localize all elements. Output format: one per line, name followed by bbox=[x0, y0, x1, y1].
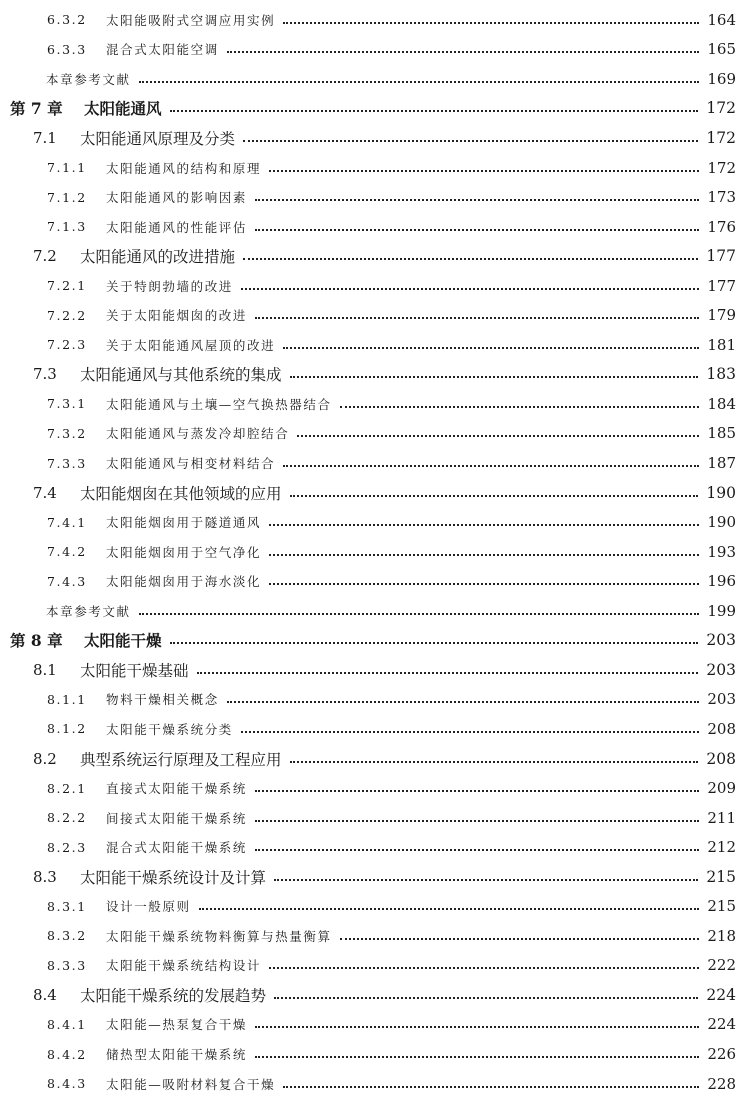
toc-entry-page-number: 211 bbox=[707, 808, 736, 827]
toc-entry-page-number: 165 bbox=[707, 40, 736, 59]
toc-entry-title: 太阳能干燥 bbox=[84, 631, 162, 651]
toc-entry-number: 7.4.2 bbox=[47, 544, 87, 560]
dot-leader bbox=[227, 51, 700, 53]
dot-leader bbox=[290, 495, 699, 497]
toc-entry-title: 太阳能干燥系统的发展趋势 bbox=[80, 986, 267, 1005]
toc-entry-number: 8.2 bbox=[33, 749, 57, 768]
toc-entry-number: 8.3.2 bbox=[47, 928, 87, 944]
toc-entry-title: 设计一般原则 bbox=[106, 899, 191, 915]
toc-entry-number: 7.2 bbox=[33, 247, 57, 266]
toc-entry-page-number: 224 bbox=[707, 1015, 736, 1034]
toc-entry-page-number: 176 bbox=[707, 217, 736, 236]
toc-entry-page-number: 181 bbox=[707, 335, 736, 354]
toc-entry-number: 7.3.3 bbox=[47, 455, 87, 471]
dot-leader bbox=[290, 761, 699, 763]
toc-entry-sub[interactable] bbox=[0, 212, 750, 242]
toc-entry-number: 8.4.2 bbox=[47, 1046, 87, 1062]
toc-entry-title: 典型系统运行原理及工程应用 bbox=[80, 750, 282, 769]
dot-leader bbox=[297, 435, 699, 437]
dot-leader bbox=[199, 908, 700, 910]
toc-entry-page-number: 179 bbox=[707, 306, 736, 325]
dot-leader bbox=[170, 110, 699, 112]
dot-leader bbox=[283, 22, 699, 24]
toc-entry-title: 物料干燥相关概念 bbox=[106, 692, 219, 708]
dot-leader bbox=[243, 140, 698, 142]
dot-leader bbox=[269, 170, 699, 172]
toc-entry-number: 8.2.2 bbox=[47, 810, 87, 826]
dot-leader bbox=[139, 81, 700, 83]
toc-entry-title: 太阳能通风 bbox=[84, 99, 162, 119]
toc-entry-title: 间接式太阳能干燥系统 bbox=[106, 810, 248, 826]
toc-entry-number: 第 7 章 bbox=[10, 99, 63, 119]
toc-entry-number: 8.4 bbox=[33, 985, 57, 1004]
toc-entry-page-number: 177 bbox=[707, 276, 736, 295]
toc-entry-section[interactable] bbox=[0, 241, 750, 271]
dot-leader bbox=[255, 317, 699, 319]
toc-entry-sub[interactable] bbox=[0, 448, 750, 478]
toc-entry-title: 太阳能通风的性能评估 bbox=[106, 219, 248, 235]
toc-entry-title: 太阳能干燥系统设计及计算 bbox=[80, 868, 267, 887]
toc-entry-title: 太阳能通风的改进措施 bbox=[80, 248, 236, 267]
toc-entry-sub[interactable] bbox=[0, 1010, 750, 1040]
dot-leader bbox=[274, 997, 698, 999]
toc-entry-ref[interactable] bbox=[0, 64, 750, 94]
toc-entry-section[interactable] bbox=[0, 655, 750, 685]
dot-leader bbox=[255, 199, 699, 201]
toc-entry-number: 8.3.3 bbox=[47, 957, 87, 973]
dot-leader bbox=[269, 967, 699, 969]
toc-entry-page-number: 190 bbox=[706, 483, 736, 502]
dot-leader bbox=[241, 288, 699, 290]
toc-entry-number: 8.3 bbox=[33, 867, 57, 886]
dot-leader bbox=[255, 849, 699, 851]
toc-entry-page-number: 172 bbox=[706, 128, 736, 147]
toc-entry-number: 6.3.2 bbox=[47, 12, 87, 28]
toc-entry-number: 7.4.3 bbox=[47, 573, 87, 589]
toc-entry-section[interactable] bbox=[0, 744, 750, 774]
toc-entry-title: 太阳能干燥基础 bbox=[80, 661, 189, 680]
dot-leader bbox=[170, 642, 699, 644]
toc-entry-title: 太阳能烟囱用于空气净化 bbox=[106, 544, 262, 560]
toc-entry-page-number: 190 bbox=[707, 513, 736, 532]
dot-leader bbox=[269, 554, 699, 556]
dot-leader bbox=[241, 731, 699, 733]
toc-entry-sub[interactable] bbox=[0, 1069, 750, 1099]
dot-leader bbox=[290, 376, 699, 378]
toc-entry-number: 8.3.1 bbox=[47, 898, 87, 914]
toc-entry-page-number: 164 bbox=[707, 10, 736, 29]
toc-entry-number: 8.2.3 bbox=[47, 839, 87, 855]
toc-entry-title: 关于太阳能烟囱的改进 bbox=[106, 308, 248, 324]
toc-entry-number: 7.1.3 bbox=[47, 219, 87, 235]
dot-leader bbox=[255, 229, 699, 231]
toc-entry-title: 本章参考文献 bbox=[46, 603, 131, 619]
toc-entry-number: 7.1 bbox=[33, 128, 57, 147]
toc-entry-sub[interactable] bbox=[0, 685, 750, 715]
toc-entry-page-number: 177 bbox=[706, 247, 736, 266]
toc-entry-title: 太阳能烟囱用于隧道通风 bbox=[106, 515, 262, 531]
toc-entry-section[interactable] bbox=[0, 862, 750, 892]
toc-entry-title: 太阳能通风与其他系统的集成 bbox=[80, 366, 282, 385]
toc-entry-title: 太阳能—热泵复合干燥 bbox=[106, 1017, 248, 1033]
toc-entry-number: 8.4.3 bbox=[47, 1076, 87, 1092]
toc-entry-number: 7.4 bbox=[33, 483, 57, 502]
toc-entry-title: 本章参考文献 bbox=[46, 71, 131, 87]
toc-entry-title: 太阳能干燥系统结构设计 bbox=[106, 958, 262, 974]
toc-entry-page-number: 222 bbox=[707, 956, 736, 975]
toc-entry-number: 第 8 章 bbox=[10, 631, 63, 651]
toc-entry-page-number: 209 bbox=[707, 779, 736, 798]
dot-leader bbox=[283, 465, 699, 467]
toc-entry-page-number: 203 bbox=[707, 690, 736, 709]
toc-entry-sub[interactable] bbox=[0, 892, 750, 922]
toc-entry-page-number: 226 bbox=[707, 1045, 736, 1064]
toc-entry-page-number: 203 bbox=[706, 660, 736, 679]
toc-entry-title: 太阳能吸附式空调应用实例 bbox=[106, 12, 276, 28]
toc-entry-sub[interactable] bbox=[0, 714, 750, 744]
toc-entry-number: 8.1.1 bbox=[47, 691, 87, 707]
toc-entry-sub[interactable] bbox=[0, 182, 750, 212]
toc-entry-number: 8.1 bbox=[33, 660, 57, 679]
toc-entry-page-number: 193 bbox=[707, 542, 736, 561]
toc-entry-page-number: 196 bbox=[707, 572, 736, 591]
toc-entry-sub[interactable] bbox=[0, 153, 750, 183]
toc-entry-section[interactable] bbox=[0, 360, 750, 390]
dot-leader bbox=[255, 790, 699, 792]
toc-entry-page-number: 208 bbox=[707, 719, 736, 738]
toc-entry-title: 太阳能通风与相变材料结合 bbox=[106, 456, 276, 472]
dot-leader bbox=[227, 701, 700, 703]
dot-leader bbox=[255, 1056, 699, 1058]
toc-entry-number: 8.4.1 bbox=[47, 1016, 87, 1032]
toc-entry-sub[interactable] bbox=[0, 921, 750, 951]
toc-entry-page-number: 212 bbox=[707, 838, 736, 857]
toc-entry-page-number: 208 bbox=[706, 749, 736, 768]
dot-leader bbox=[340, 938, 700, 940]
toc-entry-number: 7.3 bbox=[33, 365, 57, 384]
toc-entry-page-number: 185 bbox=[707, 424, 736, 443]
toc-entry-title: 混合式太阳能空调 bbox=[106, 42, 219, 58]
toc-entry-sub[interactable] bbox=[0, 35, 750, 65]
toc-entry-page-number: 228 bbox=[707, 1074, 736, 1093]
toc-entry-number: 8.1.2 bbox=[47, 721, 87, 737]
toc-entry-title: 太阳能通风的结构和原理 bbox=[106, 160, 262, 176]
toc-entry-title: 关于太阳能通风屋顶的改进 bbox=[106, 337, 276, 353]
toc-entry-number: 6.3.3 bbox=[47, 41, 87, 57]
dot-leader bbox=[283, 1086, 699, 1088]
toc-entry-page-number: 218 bbox=[707, 926, 736, 945]
toc-entry-page-number: 224 bbox=[706, 985, 736, 1004]
toc-entry-page-number: 173 bbox=[707, 188, 736, 207]
toc-entry-title: 太阳能干燥系统物料衡算与热量衡算 bbox=[106, 928, 332, 944]
dot-leader bbox=[283, 347, 699, 349]
dot-leader bbox=[269, 524, 699, 526]
toc-entry-number: 7.4.1 bbox=[47, 514, 87, 530]
toc-entry-sub[interactable] bbox=[0, 951, 750, 981]
toc-entry-ref[interactable] bbox=[0, 596, 750, 626]
toc-entry-title: 太阳能烟囱用于海水淡化 bbox=[106, 574, 262, 590]
toc-entry-page-number: 187 bbox=[707, 454, 736, 473]
toc-entry-title: 储热型太阳能干燥系统 bbox=[106, 1047, 248, 1063]
toc-entry-page-number: 169 bbox=[707, 69, 736, 88]
toc-entry-chapter[interactable] bbox=[0, 626, 750, 656]
toc-entry-sub[interactable] bbox=[0, 330, 750, 360]
toc-entry-sub[interactable] bbox=[0, 301, 750, 331]
toc-entry-page-number: 215 bbox=[706, 867, 736, 886]
toc-entry-sub[interactable] bbox=[0, 507, 750, 537]
toc-entry-sub[interactable] bbox=[0, 389, 750, 419]
dot-leader bbox=[269, 583, 699, 585]
toc-entry-page-number: 172 bbox=[707, 158, 736, 177]
toc-entry-sub[interactable] bbox=[0, 419, 750, 449]
toc-entry-page-number: 183 bbox=[706, 365, 736, 384]
toc-entry-page-number: 203 bbox=[706, 631, 736, 650]
toc-entry-title: 太阳能—吸附材料复合干燥 bbox=[106, 1076, 276, 1092]
toc-entry-page-number: 172 bbox=[706, 99, 736, 118]
dot-leader bbox=[340, 406, 700, 408]
toc-entry-number: 7.1.2 bbox=[47, 189, 87, 205]
toc-entry-number: 7.2.1 bbox=[47, 278, 87, 294]
toc-entry-title: 关于特朗勃墙的改进 bbox=[106, 278, 233, 294]
toc-entry-number: 7.2.2 bbox=[47, 307, 87, 323]
toc-entry-chapter[interactable] bbox=[0, 94, 750, 124]
toc-entry-number: 7.1.1 bbox=[47, 160, 87, 176]
dot-leader bbox=[255, 820, 699, 822]
toc-entry-title: 太阳能通风的影响因素 bbox=[106, 190, 248, 206]
toc-entry-title: 太阳能烟囱在其他领域的应用 bbox=[80, 484, 282, 503]
toc-entry-sub[interactable] bbox=[0, 1039, 750, 1069]
toc-entry-sub[interactable] bbox=[0, 773, 750, 803]
toc-entry-section[interactable] bbox=[0, 980, 750, 1010]
toc-entry-sub[interactable] bbox=[0, 5, 750, 35]
toc-entry-title: 太阳能通风与蒸发冷却腔结合 bbox=[106, 426, 290, 442]
toc-entry-section[interactable] bbox=[0, 123, 750, 153]
dot-leader bbox=[139, 613, 700, 615]
dot-leader bbox=[243, 258, 698, 260]
toc-entry-page-number: 184 bbox=[707, 394, 736, 413]
toc-entry-number: 7.2.3 bbox=[47, 337, 87, 353]
toc-entry-number: 7.3.2 bbox=[47, 425, 87, 441]
toc-entry-sub[interactable] bbox=[0, 271, 750, 301]
toc-entry-sub[interactable] bbox=[0, 537, 750, 567]
toc-entry-number: 8.2.1 bbox=[47, 780, 87, 796]
toc-entry-section[interactable] bbox=[0, 478, 750, 508]
toc-entry-page-number: 199 bbox=[707, 601, 736, 620]
toc-entry-title: 太阳能通风与土壤—空气换热器结合 bbox=[106, 396, 332, 412]
toc-entry-page-number: 215 bbox=[707, 897, 736, 916]
toc-entry-title: 太阳能干燥系统分类 bbox=[106, 721, 233, 737]
toc-entry-title: 太阳能通风原理及分类 bbox=[80, 129, 236, 148]
toc-entry-title: 直接式太阳能干燥系统 bbox=[106, 781, 248, 797]
toc-entry-sub[interactable] bbox=[0, 803, 750, 833]
dot-leader bbox=[197, 672, 699, 674]
dot-leader bbox=[255, 1026, 699, 1028]
toc-entry-sub[interactable] bbox=[0, 832, 750, 862]
toc-entry-sub[interactable] bbox=[0, 566, 750, 596]
dot-leader bbox=[274, 879, 698, 881]
toc-entry-number: 7.3.1 bbox=[47, 396, 87, 412]
toc-entry-title: 混合式太阳能干燥系统 bbox=[106, 840, 248, 856]
